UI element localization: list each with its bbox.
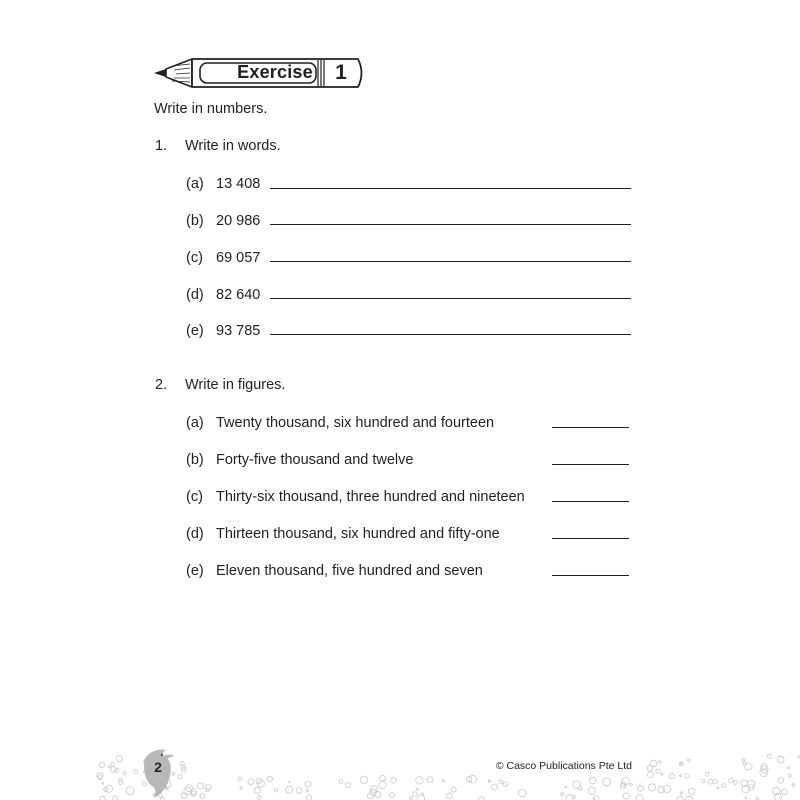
answer-line[interactable] — [270, 334, 631, 335]
bubble — [503, 782, 507, 786]
bubble — [391, 777, 397, 783]
item-letter: (a) — [186, 415, 204, 431]
bubble — [688, 788, 695, 795]
bubble — [191, 791, 196, 796]
page-number: 2 — [154, 759, 162, 775]
bubble — [603, 778, 611, 786]
bubble — [788, 774, 791, 777]
question-1-number: 1. — [155, 138, 168, 154]
bubble — [380, 775, 386, 781]
bubble — [630, 784, 632, 786]
bubble — [656, 769, 660, 773]
answer-line[interactable] — [552, 575, 629, 576]
bubble — [647, 765, 653, 771]
bubble — [346, 782, 351, 787]
bubble — [200, 794, 205, 799]
bubble — [733, 780, 737, 784]
bubble — [565, 786, 567, 788]
bubble — [708, 780, 713, 785]
bubble — [768, 754, 772, 758]
bubble — [306, 795, 311, 800]
bubble — [677, 796, 683, 800]
bubble — [636, 795, 643, 800]
bubble — [111, 762, 114, 765]
item-letter: (e) — [186, 563, 204, 579]
bubble — [113, 796, 118, 800]
bubble — [747, 780, 755, 788]
bubble — [688, 759, 690, 761]
bubble — [296, 788, 302, 794]
bubbles-decoration — [0, 744, 800, 800]
bubble — [417, 795, 424, 800]
bubble — [305, 781, 311, 787]
question-1-instruction: Write in words. — [185, 138, 281, 154]
bubble — [105, 785, 112, 792]
bubble — [578, 787, 581, 790]
bubble — [702, 779, 705, 782]
bubble — [669, 774, 674, 779]
item-words: Thirteen thousand, six hundred and fifty-one — [216, 526, 500, 542]
question-2-number: 2. — [155, 377, 168, 393]
bubble — [100, 796, 106, 800]
bubble — [518, 789, 526, 797]
item-number: 13 408 — [216, 176, 261, 192]
intro-text: Write in numbers. — [154, 101, 268, 117]
bubble — [745, 797, 747, 799]
bubble — [722, 784, 726, 788]
bubble — [649, 784, 656, 791]
item-words: Forty-five thousand and twelve — [216, 452, 414, 468]
item-number: 69 057 — [216, 250, 261, 266]
bubble — [421, 793, 423, 795]
item-words: Eleven thousand, five hundred and seven — [216, 563, 483, 579]
answer-line[interactable] — [552, 464, 629, 465]
bubble — [451, 787, 456, 792]
answer-line[interactable] — [270, 298, 631, 299]
bubble — [623, 793, 629, 799]
bubble — [686, 796, 693, 800]
bubble — [238, 777, 242, 781]
bubble — [713, 780, 717, 784]
item-letter: (e) — [186, 323, 204, 339]
item-number: 93 785 — [216, 323, 261, 339]
bubble — [116, 756, 122, 762]
bubble — [254, 787, 260, 793]
bubble — [717, 787, 719, 789]
copyright-text: © Casco Publications Pte Ltd — [495, 760, 632, 772]
bubble — [705, 772, 709, 776]
bubble — [126, 787, 134, 795]
bubble — [99, 762, 105, 768]
bubble — [742, 759, 745, 762]
bubble — [589, 777, 596, 784]
answer-line[interactable] — [270, 188, 631, 189]
item-words: Twenty thousand, six hundred and fourteen — [216, 415, 495, 431]
bubble — [186, 785, 193, 792]
bubble — [339, 780, 343, 784]
bubble — [647, 772, 653, 778]
bubble — [442, 780, 444, 782]
bubble — [499, 780, 503, 784]
bubble — [416, 788, 418, 790]
item-letter: (d) — [186, 287, 204, 303]
bubble — [181, 793, 187, 799]
item-words: Thirty-six thousand, three hundred and nineteen — [216, 489, 525, 505]
bubble — [743, 762, 746, 765]
bubble — [240, 787, 242, 789]
bubble — [588, 787, 595, 794]
bubble — [566, 795, 573, 800]
exercise-title: Exercise — [237, 62, 313, 82]
bubble — [659, 761, 661, 763]
page-footer — [0, 744, 800, 800]
answer-line[interactable] — [552, 501, 629, 502]
bubble — [257, 796, 261, 800]
bubble — [561, 793, 564, 796]
bubble — [360, 776, 367, 783]
bubble — [778, 778, 784, 784]
answer-line[interactable] — [270, 224, 631, 225]
bubble — [108, 766, 110, 768]
answer-line[interactable] — [270, 261, 631, 262]
bubble — [286, 786, 293, 793]
answer-line[interactable] — [552, 538, 629, 539]
bubble — [792, 784, 795, 787]
item-letter: (c) — [186, 250, 203, 266]
bubble — [379, 781, 386, 788]
bubble — [248, 779, 254, 785]
bubble — [289, 781, 291, 783]
bubble — [788, 767, 790, 769]
item-letter: (c) — [186, 489, 203, 505]
bubble — [681, 763, 683, 765]
bubble — [680, 792, 683, 795]
bubble — [178, 774, 182, 778]
item-letter: (d) — [186, 526, 204, 542]
bubble — [685, 774, 689, 778]
bubble — [680, 774, 682, 776]
bubble — [637, 785, 643, 791]
bubble — [427, 777, 433, 783]
bubble — [119, 778, 122, 781]
bubble — [413, 792, 417, 796]
bubble — [469, 775, 477, 783]
item-number: 20 986 — [216, 213, 261, 229]
bubble — [306, 790, 308, 792]
bubble — [410, 797, 413, 800]
item-letter: (a) — [186, 176, 204, 192]
bubble — [729, 778, 734, 783]
bubble — [446, 793, 452, 799]
item-letter: (b) — [186, 213, 204, 229]
bubble — [416, 777, 423, 784]
item-letter: (b) — [186, 452, 204, 468]
bubble — [492, 784, 498, 790]
item-number: 82 640 — [216, 287, 261, 303]
answer-line[interactable] — [552, 427, 629, 428]
bubble — [389, 793, 394, 798]
bubble — [205, 784, 211, 790]
question-2-instruction: Write in figures. — [185, 377, 286, 393]
bubble — [267, 776, 272, 781]
exercise-number: 1 — [335, 61, 347, 84]
bubble — [781, 789, 787, 795]
bubble — [123, 772, 126, 775]
bubble — [661, 773, 663, 775]
bubble — [102, 782, 104, 784]
bubble — [777, 756, 784, 763]
bubble — [274, 789, 277, 792]
bubble — [488, 780, 490, 782]
bubble — [197, 783, 203, 789]
